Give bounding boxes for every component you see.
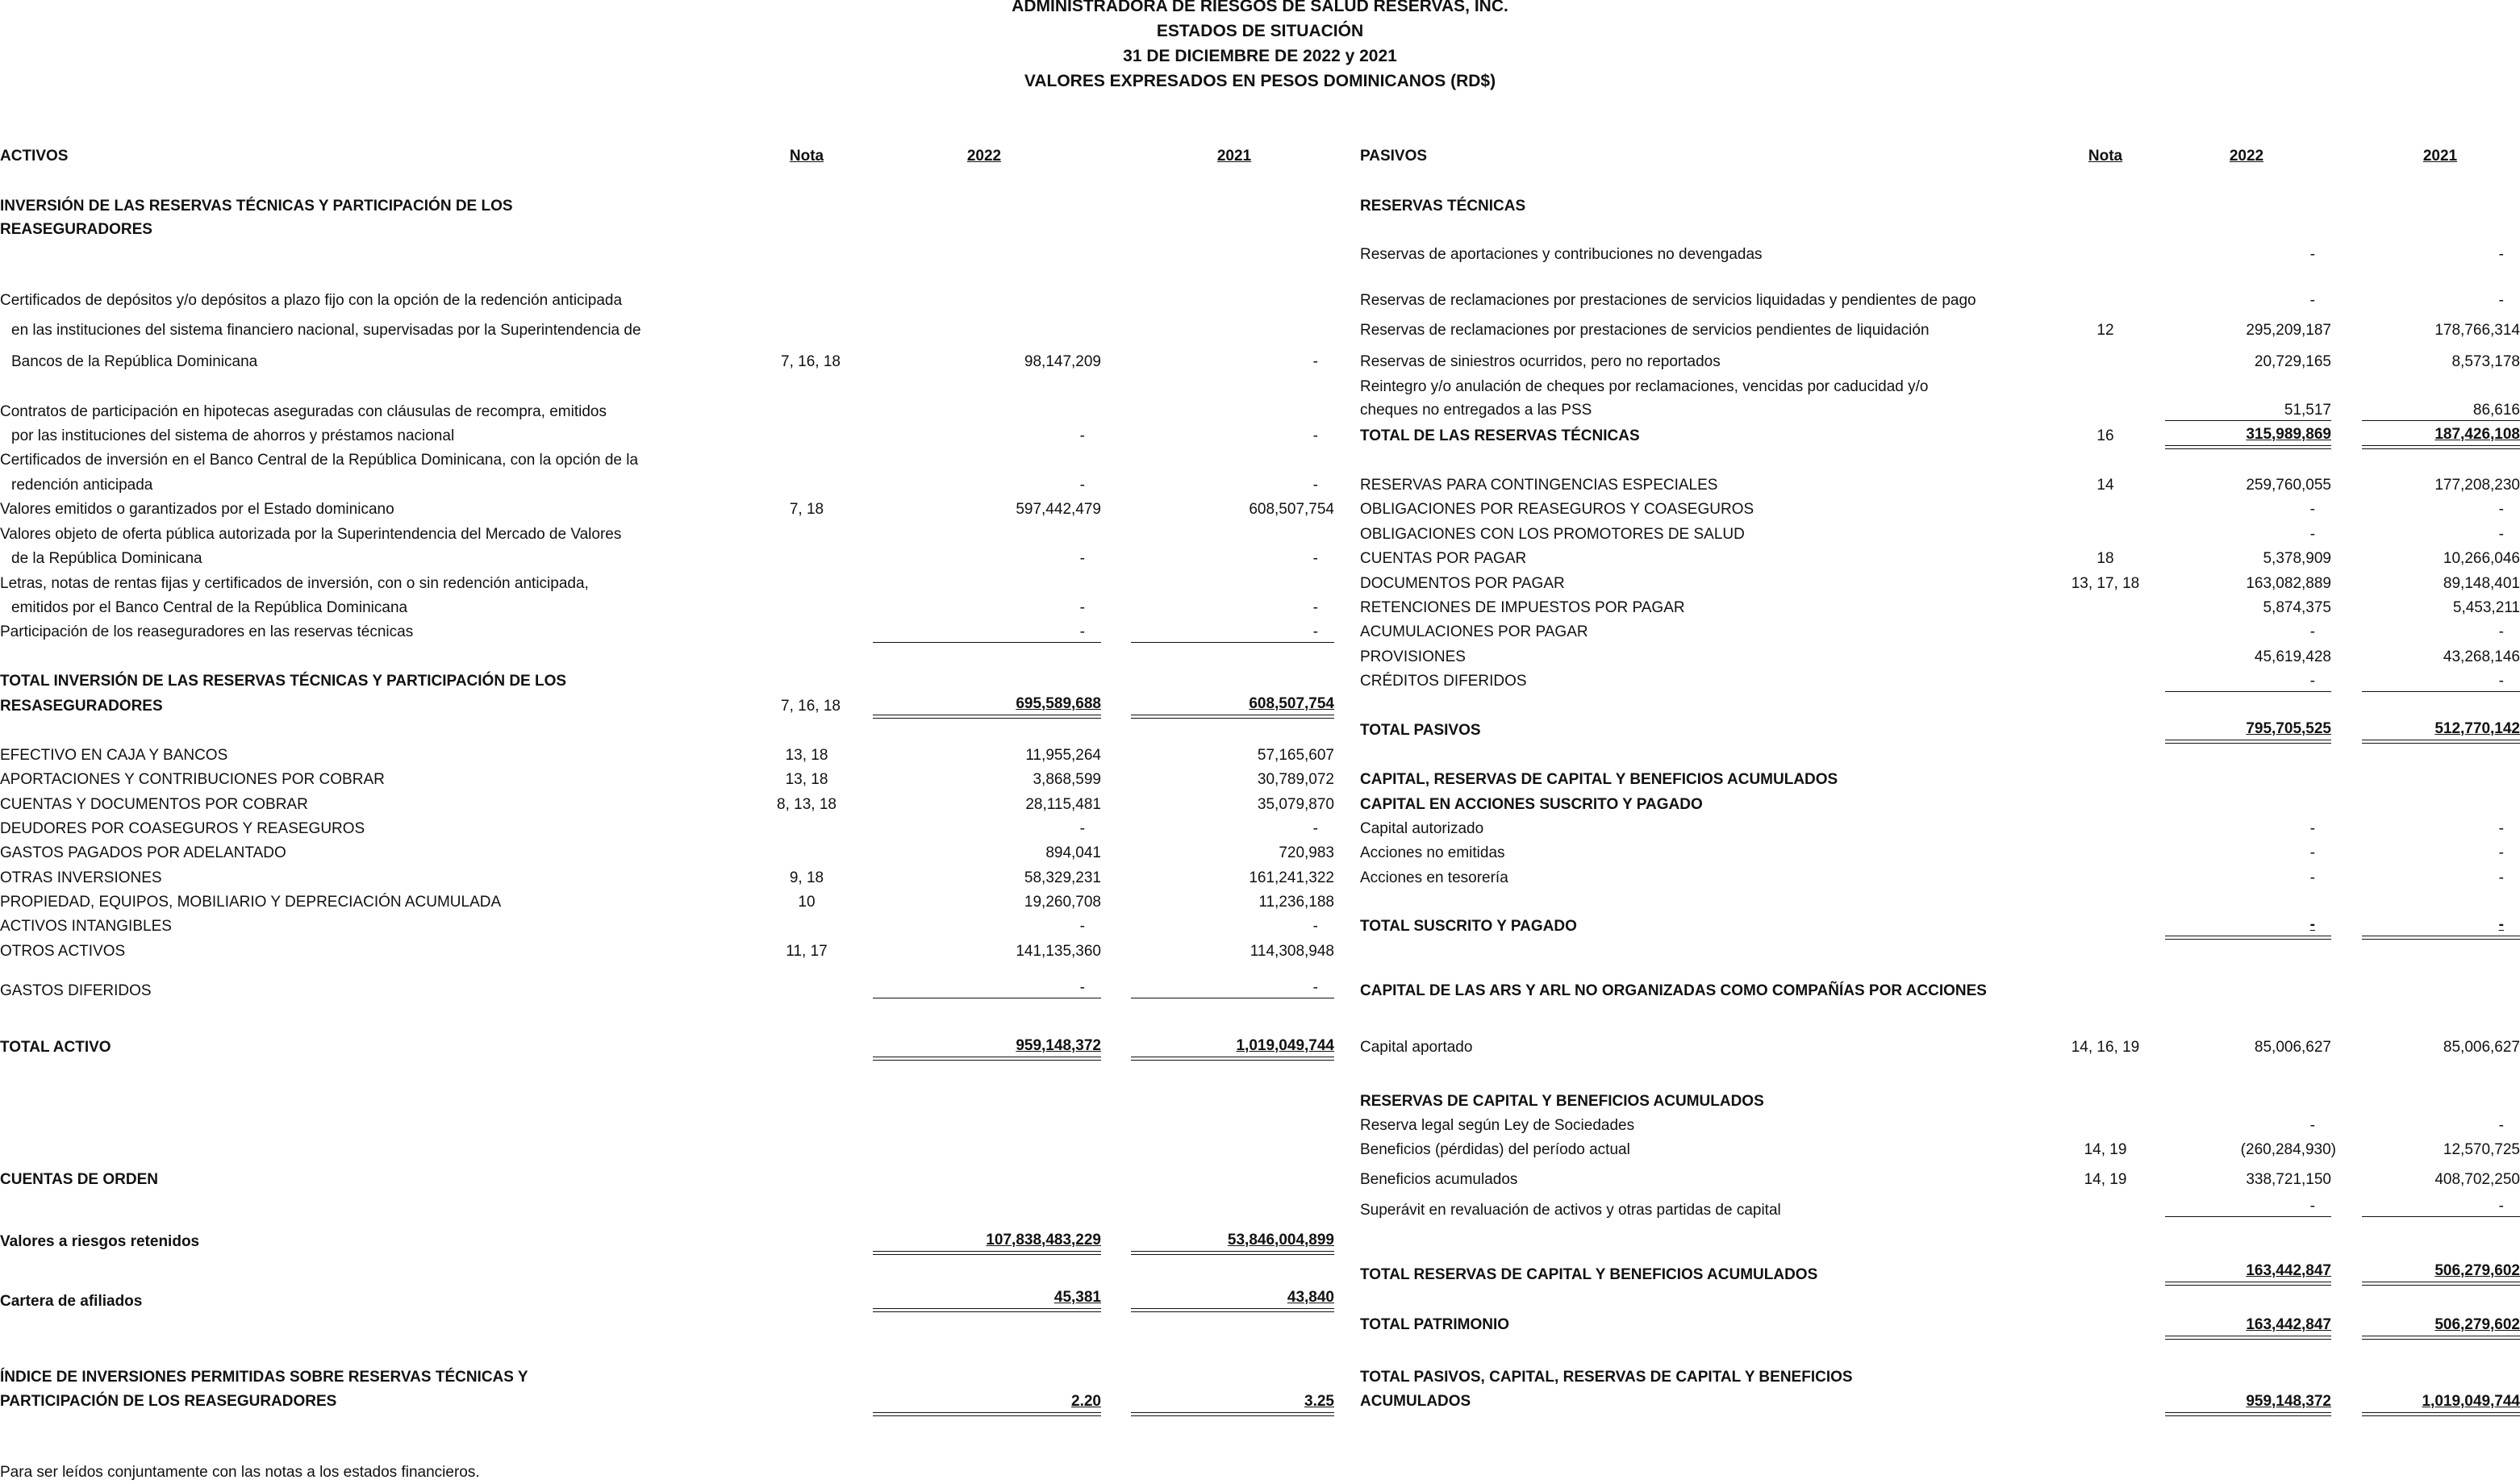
total-pasivos-2021: 512,770,142 [2434, 720, 2520, 737]
aportaciones-2022: 3,868,599 [1033, 771, 1101, 788]
total-rule [1131, 715, 1334, 719]
reserva-legal-label: Reserva legal según Ley de Sociedades [1360, 1117, 1635, 1134]
total-reservas-nota: 16 [2097, 427, 2114, 444]
aportaciones-2021: 30,789,072 [1257, 771, 1334, 788]
acciones-no-emitidas-label: Acciones no emitidas [1360, 844, 1505, 861]
statement-header [0, 0, 2520, 94]
cert-dep-2022: 98,147,209 [1024, 353, 1101, 370]
res-recl-pend-nota: 12 [2097, 322, 2114, 339]
provisiones-2022: 45,619,428 [2254, 648, 2331, 665]
superavit-2021: - [2498, 1198, 2504, 1215]
total-pasivos-label: TOTAL PASIVOS [1360, 722, 1481, 739]
liabilities-col-2021: 2021 [2422, 148, 2458, 165]
reintegro-2021: 86,616 [2472, 402, 2520, 419]
participacion-2021: - [1312, 623, 1318, 640]
capital-aportado-label: Capital aportado [1360, 1039, 1473, 1056]
res-aport-2021: - [2498, 246, 2504, 263]
aportaciones-label: APORTACIONES Y CONTRIBUCIONES POR COBRAR [0, 771, 385, 788]
currency-note: VALORES EXPRESADOS EN PESOS DOMINICANOS (RD$) [1024, 72, 1496, 90]
res-recl-liq-2022: - [2309, 292, 2315, 309]
contingencias-label: RESERVAS PARA CONTINGENCIAS ESPECIALES [1360, 477, 1718, 494]
cuentas-cobrar-label: CUENTAS Y DOCUMENTOS POR COBRAR [0, 796, 308, 813]
propiedad-nota: 10 [798, 894, 816, 911]
cartera-2022: 45,381 [1053, 1289, 1101, 1306]
subtotal-rule [873, 642, 1101, 643]
total-rule [2362, 936, 2520, 940]
subtotal-rule [2165, 1216, 2331, 1217]
valores-oferta-2021: - [1312, 550, 1318, 567]
obl-promotores-2021: - [2498, 526, 2504, 543]
total-reservas-2022: 315,989,869 [2246, 426, 2331, 443]
indice-2021: 3.25 [1304, 1393, 1334, 1410]
total-inv-label: RESASEGURADORES [0, 698, 163, 715]
acumulaciones-label: ACUMULACIONES POR PAGAR [1360, 623, 1588, 640]
total-suscrito-2022: - [2309, 916, 2315, 933]
total-rule [2362, 740, 2520, 744]
total-reservas-capital-label: TOTAL RESERVAS DE CAPITAL Y BENEFICIOS ACUMULADOS [1360, 1266, 1818, 1283]
total-rule [1131, 1057, 1334, 1061]
beneficios-periodo-2021: 12,570,725 [2443, 1141, 2520, 1158]
liabilities-col-nota: Nota [2088, 148, 2123, 165]
contratos-2022: - [1079, 427, 1085, 444]
otras-inv-label: OTRAS INVERSIONES [0, 869, 162, 886]
valores-estado-2022: 597,442,479 [1016, 501, 1101, 518]
total-rule [2362, 445, 2520, 449]
letras-label: emitidos por el Banco Central de la República Dominicana [11, 599, 408, 616]
statement-date: 31 DE DICIEMBRE DE 2022 y 2021 [1123, 47, 1397, 65]
cert-dep-line2: en las instituciones del sistema financiero nacional, supervisadas por la Superintendencia de [11, 322, 641, 339]
subtotal-rule [2165, 691, 2331, 692]
gastos-pagados-2021: 720,983 [1279, 844, 1334, 861]
retenciones-label: RETENCIONES DE IMPUESTOS POR PAGAR [1360, 599, 1685, 616]
assets-col-2021: 2021 [1216, 148, 1252, 165]
provisiones-2021: 43,268,146 [2443, 648, 2520, 665]
beneficios-acumulados-2022: 338,721,150 [2246, 1171, 2331, 1188]
contratos-label: por las instituciones del sistema de ahorros y préstamos nacional [11, 427, 455, 444]
intangibles-2022: - [1079, 918, 1085, 935]
subtotal-rule [1131, 642, 1334, 643]
capital-aportado-nota: 14, 16, 19 [2071, 1039, 2140, 1056]
total-final-2022: 959,148,372 [2246, 1393, 2331, 1410]
assets-col-nota: Nota [789, 148, 824, 165]
statement-title: ESTADOS DE SITUACIÓN [1156, 22, 1364, 40]
propiedad-label: PROPIEDAD, EQUIPOS, MOBILIARIO Y DEPRECIACIÓN ACUMULADA [0, 894, 502, 911]
cuentas-pagar-label: CUENTAS POR PAGAR [1360, 550, 1527, 567]
otros-activos-2022: 141,135,360 [1016, 943, 1101, 960]
contingencias-2022: 259,760,055 [2246, 477, 2331, 494]
cert-dep-line1: Certificados de depósitos y/o depósitos a plazo fijo con la opción de la redención anticipada [0, 292, 623, 309]
deudores-2022: - [1079, 820, 1085, 837]
cuentas-cobrar-nota: 8, 13, 18 [777, 796, 837, 813]
beneficios-periodo-label: Beneficios (pérdidas) del período actual [1360, 1141, 1630, 1158]
reintegro-label: cheques no entregados a las PSS [1360, 402, 1592, 419]
total-rule [2165, 1336, 2331, 1340]
documentos-pagar-label: DOCUMENTOS POR PAGAR [1360, 575, 1565, 592]
documentos-pagar-nota: 13, 17, 18 [2071, 575, 2140, 592]
cuentas-pagar-2021: 10,266,046 [2443, 550, 2520, 567]
total-rule [2165, 445, 2331, 449]
superavit-label: Superávit en revaluación de activos y otras partidas de capital [1360, 1202, 1781, 1219]
valores-estado-label: Valores emitidos o garantizados por el Estado dominicano [0, 501, 394, 518]
reserva-legal-2022: - [2309, 1117, 2315, 1134]
valores-riesgos-2022: 107,838,483,229 [986, 1232, 1101, 1248]
beneficios-periodo-2022: (260,284,930) [2240, 1141, 2336, 1158]
cartera-label: Cartera de afiliados [0, 1293, 143, 1310]
assets-col-2022: 2022 [966, 148, 1002, 165]
otras-inv-2022: 58,329,231 [1024, 869, 1101, 886]
deudores-label: DEUDORES POR COASEGUROS Y REASEGUROS [0, 820, 365, 837]
reservas-heading: RESERVAS TÉCNICAS [1360, 198, 1526, 215]
res-recl-liq-2021: - [2498, 292, 2504, 309]
res-recl-pend-label: Reservas de reclamaciones por prestaciones de servicios pendientes de liquidación [1360, 322, 1930, 339]
documentos-pagar-2022: 163,082,889 [2246, 575, 2331, 592]
propiedad-2021: 11,236,188 [1258, 894, 1334, 911]
intangibles-label: ACTIVOS INTANGIBLES [0, 918, 172, 935]
total-patrimonio-2021: 506,279,602 [2434, 1316, 2520, 1333]
capital-autorizado-2022: - [2309, 820, 2315, 837]
total-reservas-capital-2022: 163,442,847 [2246, 1262, 2331, 1279]
capital-autorizado-2021: - [2498, 820, 2504, 837]
otras-inv-nota: 9, 18 [789, 869, 824, 886]
total-inv-line1: TOTAL INVERSIÓN DE LAS RESERVAS TÉCNICAS Y PARTICIPACIÓN DE LOS [0, 673, 567, 690]
valores-oferta-line1: Valores objeto de oferta pública autorizada por la Superintendencia del Mercado de Valores [0, 526, 622, 543]
obl-reaseguros-2022: - [2309, 501, 2315, 518]
acumulaciones-2022: - [2309, 623, 2315, 640]
beneficios-periodo-nota: 14, 19 [2084, 1141, 2127, 1158]
subtotal-rule [2362, 1216, 2520, 1217]
acumulaciones-2021: - [2498, 623, 2504, 640]
indice-label: PARTICIPACIÓN DE LOS REASEGURADORES [0, 1393, 337, 1410]
total-reservas-2021: 187,426,108 [2434, 426, 2520, 443]
contratos-2021: - [1312, 427, 1318, 444]
gastos-pagados-label: GASTOS PAGADOS POR ADELANTADO [0, 844, 286, 861]
otras-inv-2021: 161,241,322 [1249, 869, 1334, 886]
total-rule [2165, 936, 2331, 940]
total-rule [1131, 1251, 1334, 1255]
subtotal-rule [2362, 420, 2520, 421]
acciones-no-emitidas-2022: - [2309, 844, 2315, 861]
letras-2022: - [1079, 599, 1085, 616]
indice-2022: 2.20 [1071, 1393, 1101, 1410]
res-siniestros-label: Reservas de siniestros ocurridos, pero no reportados [1360, 353, 1721, 370]
total-rule [1131, 1412, 1334, 1416]
capital-heading: CAPITAL, RESERVAS DE CAPITAL Y BENEFICIOS ACUMULADOS [1360, 771, 1838, 788]
creditos-diferidos-label: CRÉDITOS DIFERIDOS [1360, 673, 1527, 690]
gastos-diferidos-2021: - [1312, 979, 1318, 996]
total-inv-2021: 608,507,754 [1249, 695, 1334, 712]
valores-oferta-2022: - [1079, 550, 1085, 567]
cuentas-pagar-2022: 5,378,909 [2263, 550, 2331, 567]
letras-line1: Letras, notas de rentas fijas y certificados de inversión, con o sin redención anticipada, [0, 575, 589, 592]
efectivo-nota: 13, 18 [785, 747, 828, 764]
aportaciones-nota: 13, 18 [785, 771, 828, 788]
creditos-diferidos-2021: - [2498, 673, 2504, 690]
efectivo-label: EFECTIVO EN CAJA Y BANCOS [0, 747, 228, 764]
total-activo-label: TOTAL ACTIVO [0, 1039, 111, 1056]
otros-activos-label: OTROS ACTIVOS [0, 943, 126, 960]
acciones-tesoreria-label: Acciones en tesorería [1360, 869, 1508, 886]
cuentas-pagar-nota: 18 [2097, 550, 2114, 567]
beneficios-acumulados-nota: 14, 19 [2084, 1171, 2127, 1188]
retenciones-2022: 5,874,375 [2263, 599, 2331, 616]
footer-note: Para ser leídos conjuntamente con las notas a los estados financieros. [0, 1464, 480, 1481]
cert-dep-nota: 7, 16, 18 [781, 353, 841, 370]
res-recl-pend-2021: 178,766,314 [2434, 322, 2520, 339]
provisiones-label: PROVISIONES [1360, 648, 1466, 665]
cuentas-orden-heading: CUENTAS DE ORDEN [0, 1171, 158, 1188]
reserva-legal-2021: - [2498, 1117, 2504, 1134]
valores-estado-nota: 7, 18 [789, 501, 824, 518]
cert-dep-2021: - [1312, 353, 1318, 370]
capital-aportado-2022: 85,006,627 [2254, 1039, 2331, 1056]
beneficios-acumulados-2021: 408,702,250 [2434, 1171, 2520, 1188]
company-name: ADMINISTRADORA DE RIESGOS DE SALUD RESERVAS, INC. [1012, 0, 1508, 15]
reservas-capital-heading: RESERVAS DE CAPITAL Y BENEFICIOS ACUMULADOS [1360, 1093, 1764, 1110]
res-aport-label: Reservas de aportaciones y contribuciones no devengadas [1360, 246, 1763, 263]
total-rule [2165, 1412, 2331, 1416]
total-reservas-label: TOTAL DE LAS RESERVAS TÉCNICAS [1360, 427, 1640, 444]
cuentas-cobrar-2021: 35,079,870 [1257, 796, 1334, 813]
capital-autorizado-label: Capital autorizado [1360, 820, 1484, 837]
total-rule [2165, 740, 2331, 744]
assets-heading: ACTIVOS [0, 148, 69, 165]
total-rule [2362, 1336, 2520, 1340]
valores-riesgos-2021: 53,846,004,899 [1227, 1232, 1334, 1248]
letras-2021: - [1312, 599, 1318, 616]
obl-promotores-2022: - [2309, 526, 2315, 543]
acciones-no-emitidas-2021: - [2498, 844, 2504, 861]
contingencias-nota: 14 [2097, 477, 2114, 494]
total-rule [873, 1251, 1101, 1255]
creditos-diferidos-2022: - [2309, 673, 2315, 690]
gastos-diferidos-label: GASTOS DIFERIDOS [0, 982, 152, 999]
total-final-label: ACUMULADOS [1360, 1393, 1471, 1410]
total-rule [873, 1412, 1101, 1416]
total-activo-2021: 1,019,049,744 [1236, 1037, 1334, 1054]
otros-activos-2021: 114,308,948 [1250, 943, 1334, 960]
superavit-2022: - [2309, 1198, 2315, 1215]
propiedad-2022: 19,260,708 [1024, 894, 1101, 911]
cert-bc-label: redención anticipada [11, 477, 153, 494]
obl-reaseguros-2021: - [2498, 501, 2504, 518]
total-rule [873, 1308, 1101, 1312]
intangibles-2021: - [1312, 918, 1318, 935]
deudores-2021: - [1312, 820, 1318, 837]
total-patrimonio-2022: 163,442,847 [2246, 1316, 2331, 1333]
res-siniestros-2021: 8,573,178 [2451, 353, 2520, 370]
total-rule [1131, 1308, 1334, 1312]
cert-dep-label: Bancos de la República Dominicana [11, 353, 258, 370]
total-pasivos-2022: 795,705,525 [2246, 720, 2331, 737]
total-suscrito-2021: - [2498, 916, 2504, 933]
total-suscrito-label: TOTAL SUSCRITO Y PAGADO [1360, 918, 1577, 935]
total-patrimonio-label: TOTAL PATRIMONIO [1360, 1316, 1510, 1333]
liabilities-heading: PASIVOS [1360, 148, 1428, 165]
obl-reaseguros-label: OBLIGACIONES POR REASEGUROS Y COASEGUROS [1360, 501, 1754, 518]
efectivo-2021: 57,165,607 [1257, 747, 1334, 764]
documentos-pagar-2021: 89,148,401 [2443, 575, 2520, 592]
capital-ars-heading: CAPITAL DE LAS ARS Y ARL NO ORGANIZADAS COMO COMPAÑÍAS POR ACCIONES [1360, 982, 1987, 999]
contingencias-2021: 177,208,230 [2434, 477, 2520, 494]
acciones-tesoreria-2022: - [2309, 869, 2315, 886]
res-aport-2022: - [2309, 246, 2315, 263]
reintegro-2022: 51,517 [2284, 402, 2331, 419]
total-rule [2165, 1282, 2331, 1286]
total-rule [2362, 1282, 2520, 1286]
indice-line1: ÍNDICE DE INVERSIONES PERMITIDAS SOBRE RESERVAS TÉCNICAS Y [0, 1369, 528, 1386]
capital-acciones-heading: CAPITAL EN ACCIONES SUSCRITO Y PAGADO [1360, 796, 1703, 813]
participacion-2022: - [1079, 623, 1085, 640]
gastos-pagados-2022: 894,041 [1045, 844, 1101, 861]
total-rule [873, 715, 1101, 719]
total-rule [873, 1057, 1101, 1061]
total-final-line1: TOTAL PASIVOS, CAPITAL, RESERVAS DE CAPITAL Y BENEFICIOS [1360, 1369, 1853, 1386]
valores-oferta-label: de la República Dominicana [11, 550, 202, 567]
inv-heading-line2: REASEGURADORES [0, 221, 152, 238]
total-activo-2022: 959,148,372 [1016, 1037, 1101, 1054]
subtotal-rule [2165, 420, 2331, 421]
liabilities-col-2022: 2022 [2229, 148, 2264, 165]
res-siniestros-2022: 20,729,165 [2254, 353, 2331, 370]
total-reservas-capital-2021: 506,279,602 [2434, 1262, 2520, 1279]
reintegro-line1: Reintegro y/o anulación de cheques por reclamaciones, vencidas por caducidad y/o [1360, 378, 1929, 395]
res-recl-liq-label: Reservas de reclamaciones por prestaciones de servicios liquidadas y pendientes de pago [1360, 292, 1976, 309]
efectivo-2022: 11,955,264 [1025, 747, 1101, 764]
beneficios-acumulados-label: Beneficios acumulados [1360, 1171, 1518, 1188]
participacion-label: Participación de los reaseguradores en las reservas técnicas [0, 623, 414, 640]
otros-activos-nota: 11, 17 [786, 943, 828, 960]
subtotal-rule [2362, 691, 2520, 692]
obl-promotores-label: OBLIGACIONES CON LOS PROMOTORES DE SALUD [1360, 526, 1745, 543]
cartera-2021: 43,840 [1287, 1289, 1334, 1306]
acciones-tesoreria-2021: - [2498, 869, 2504, 886]
contratos-line1: Contratos de participación en hipotecas aseguradas con cláusulas de recompra, emitidos [0, 403, 607, 420]
total-inv-2022: 695,589,688 [1016, 695, 1101, 712]
cert-bc-2022: - [1079, 477, 1085, 494]
total-final-2021: 1,019,049,744 [2422, 1393, 2520, 1410]
gastos-diferidos-2022: - [1079, 979, 1085, 996]
cert-bc-line1: Certificados de inversión en el Banco Central de la República Dominicana, con la opción de la [0, 452, 639, 469]
cert-bc-2021: - [1312, 477, 1318, 494]
valores-estado-2021: 608,507,754 [1249, 501, 1334, 518]
total-rule [2362, 1412, 2520, 1416]
cuentas-cobrar-2022: 28,115,481 [1025, 796, 1101, 813]
capital-aportado-2021: 85,006,627 [2443, 1039, 2520, 1056]
total-inv-nota: 7, 16, 18 [781, 698, 841, 715]
inv-heading-line1: INVERSIÓN DE LAS RESERVAS TÉCNICAS Y PARTICIPACIÓN DE LOS [0, 198, 513, 215]
retenciones-2021: 5,453,211 [2452, 599, 2520, 616]
res-recl-pend-2022: 295,209,187 [2246, 322, 2331, 339]
valores-riesgos-label: Valores a riesgos retenidos [0, 1233, 200, 1250]
